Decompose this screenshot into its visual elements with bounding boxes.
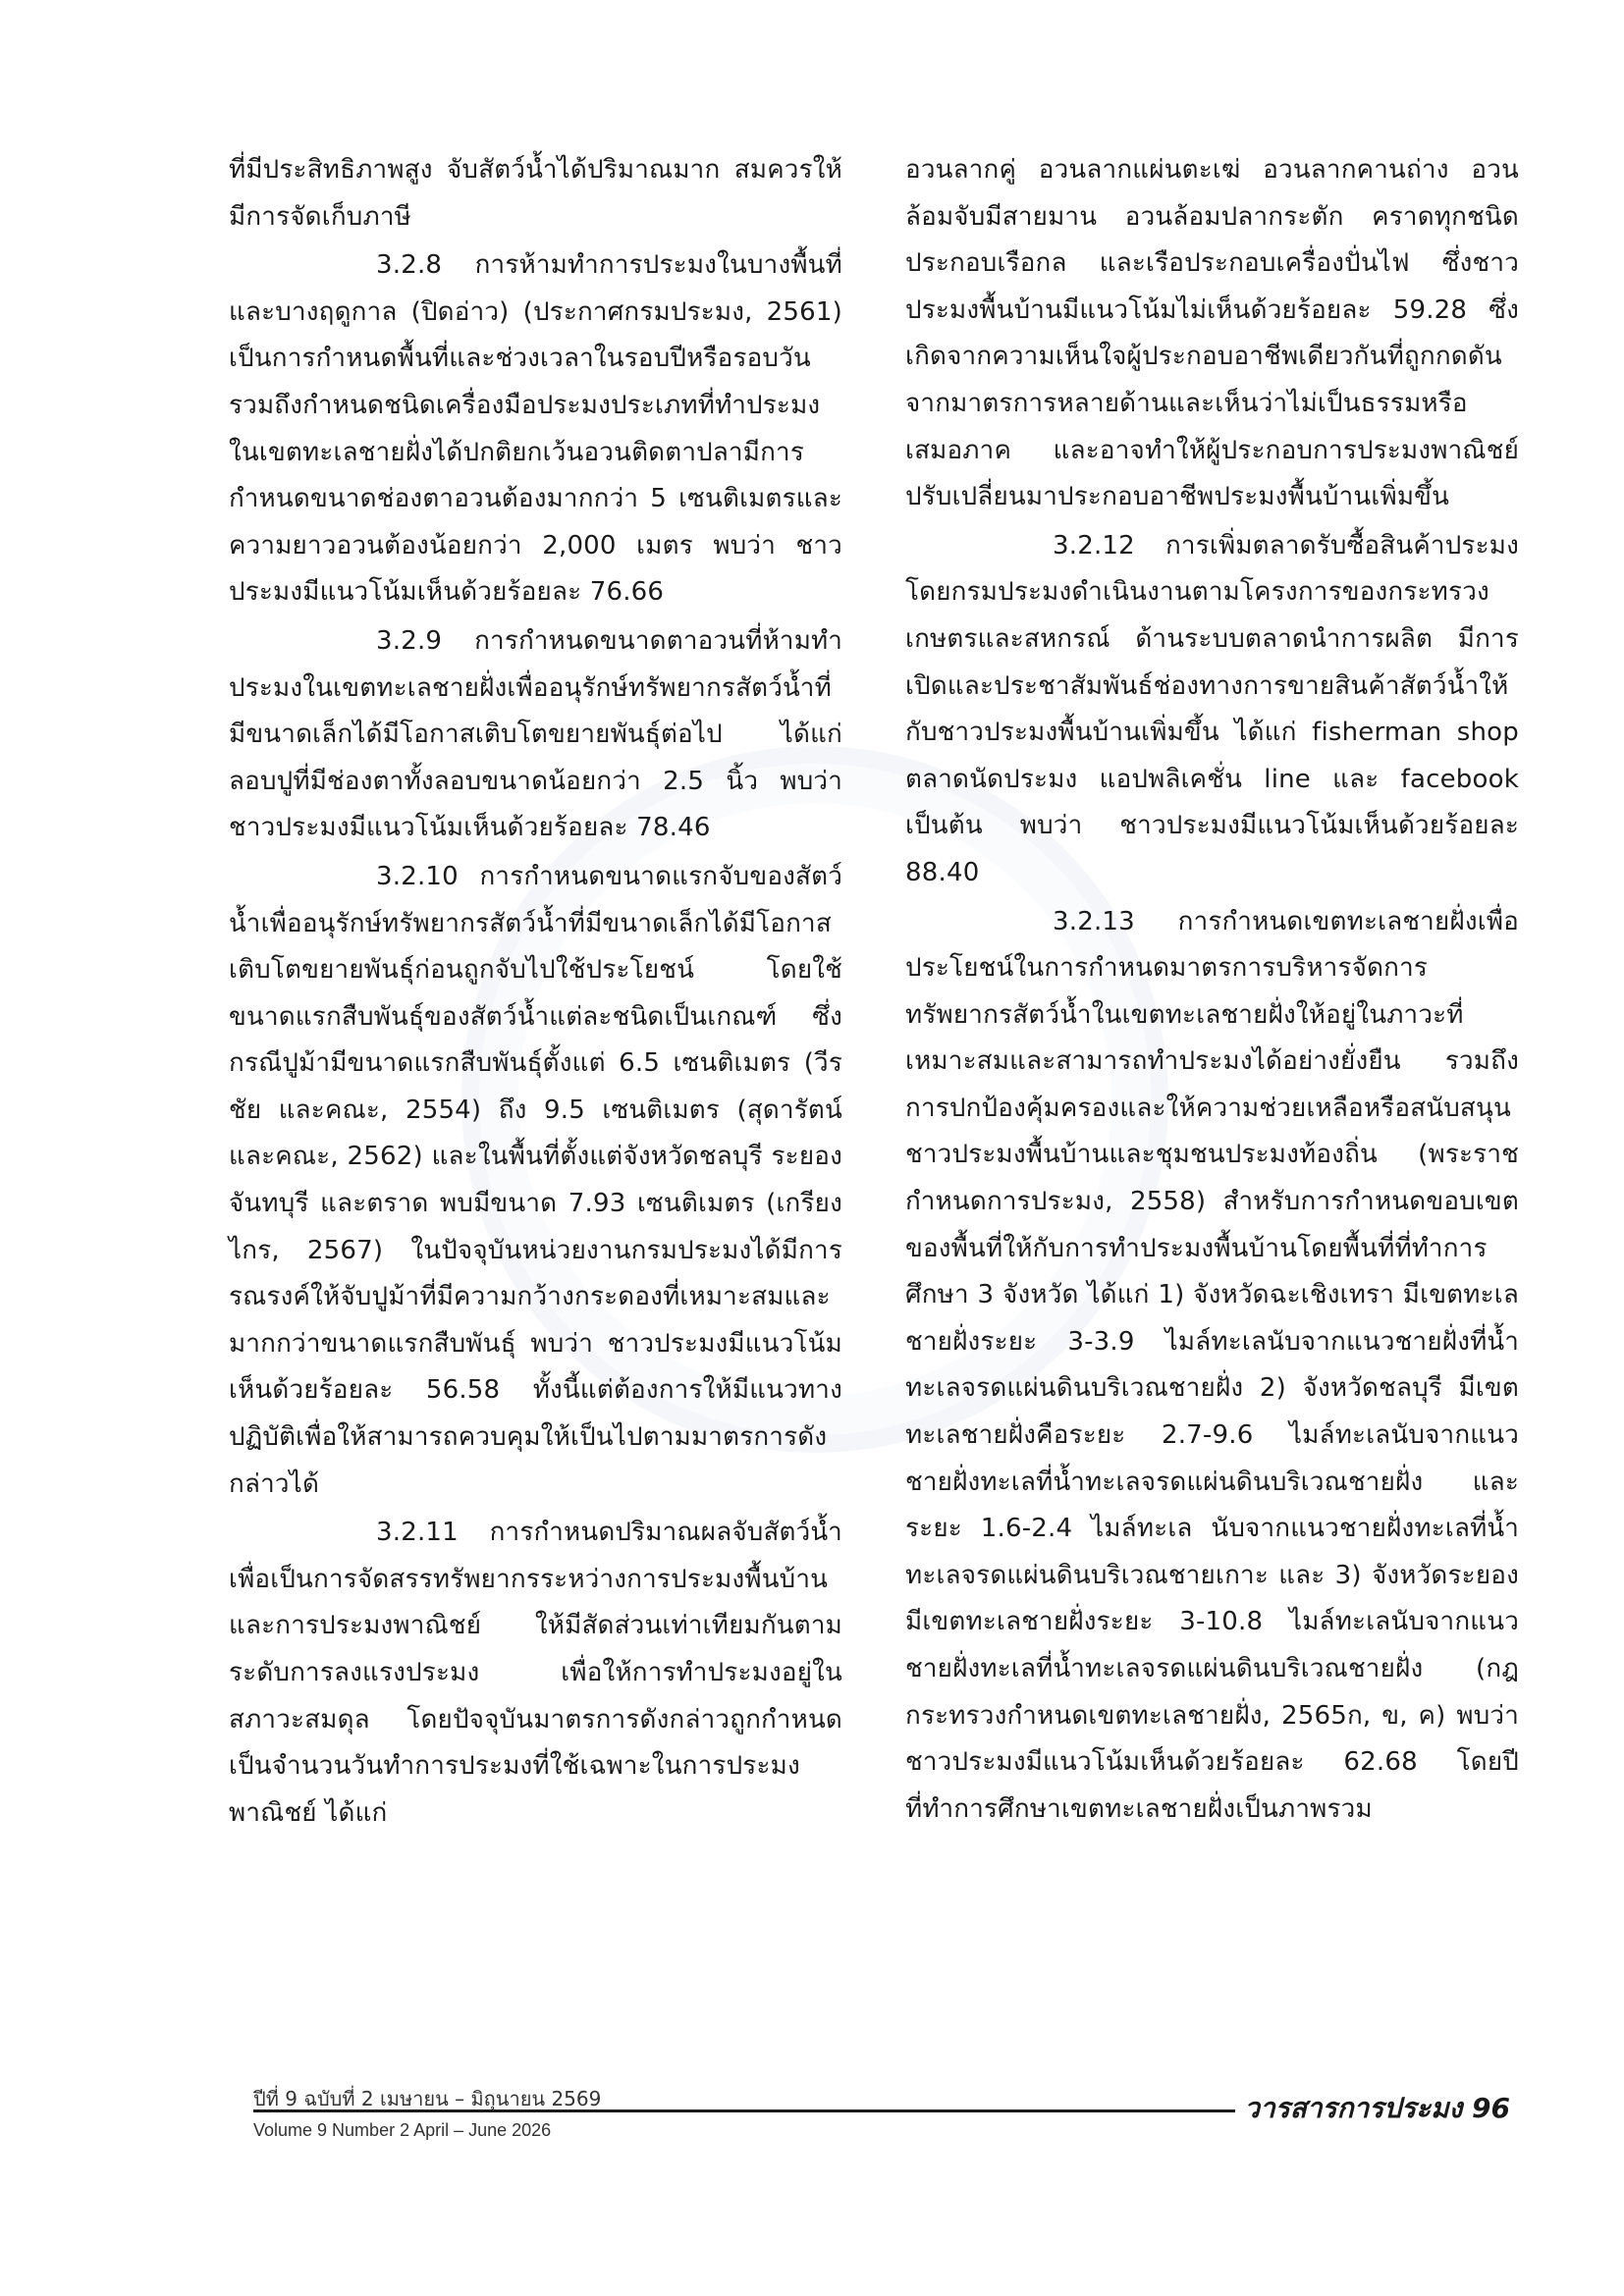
issue-info-thai: ปีที่ 9 ฉบับที่ 2 เมษายน – มิถุนายน 2569 [253,2087,602,2110]
paragraph-3-2-8: 3.2.8 การห้ามทำการประมงในบางพื้นที่และบางฤดูกาล (ปิดอ่าว) (ประกาศกรมประมง, 2561) เป็นการกำหนดพื้นที่และช่วงเวลาในรอบปีหรือรอบวัน รวมถึงกำหนดชนิดเครื่องมือประมงประเภทที่ทำประมงในเขตทะเลชายฝั่งได้ปกติยกเว้นอวนติดตาปลามีการกำหนดขนาดช่องตาอวนต้องมากกว่า 5 เซนติเมตรและความยาวอวนต้องน้อยกว่า 2,000 เมตร พบว่า ชาวประมงมีแนวโน้มเห็นด้วยร้อยละ 76.66 [229,250,842,608]
left-column [229,147,842,1837]
issue-info-english: Volume 9 Number 2 April – June 2026 [253,2120,552,2140]
paragraph: ที่มีประสิทธิภาพสูง จับสัตว์น้ำได้ปริมาณมาก สมควรให้มีการจัดเก็บภาษี [229,155,842,232]
paragraph-3-2-9: 3.2.9 การกำหนดขนาดตาอวนที่ห้ามทำประมงในเขตทะเลชายฝั่งเพื่ออนุรักษ์ทรัพยากรสัตว์น้ำที่มีขนาดเล็กได้มีโอกาสเติบโตขยายพันธุ์ต่อไป ได้แก่ ลอบปูที่มีช่องตาทั้งลอบขนาดน้อยกว่า 2.5 นิ้ว พบว่า ชาวประมงมีแนวโน้มเห็นด้วยร้อยละ 78.46 [229,625,842,843]
paragraph-3-2-13: 3.2.13 การกำหนดเขตทะเลชายฝั่งเพื่อประโยชน์ในการกำหนดมาตรการบริหารจัดการทรัพยากรสัตว์น้ำในเขตทะเลชายฝั่งให้อยู่ในภาวะที่เหมาะสมและสามารถทำประมงได้อย่างยั่งยืน รวมถึงการปกป้องคุ้มครองและให้ความช่วยเหลือหรือสนับสนุนชาวประมงพื้นบ้านและชุมชนประมงท้องถิ่น (พระราชกำหนดการประมง, 2558) สำหรับการกำหนดขอบเขตของพื้นที่ให้กับการทำประมงพื้นบ้านโดยพื้นที่ที่ทำการศึกษา 3 จังหวัด ได้แก่ 1) จังหวัดฉะเชิงเทรา มีเขตทะเลชายฝั่งระยะ 3-3.9 ไมล์ทะเลนับจากแนวชายฝั่งที่น้ำทะเลจรดแผ่นดินบริเวณชายฝั่ง 2) จังหวัดชลบุรี มีเขตทะเลชายฝั่งคือระยะ 2.7-9.6 ไมล์ทะเลนับจากแนวชายฝั่งทะเลที่น้ำทะเลจรดแผ่นดินบริเวณชายฝั่ง และระยะ 1.6-2.4 ไมล์ทะเล นับจากแนวชายฝั่งทะเลที่น้ำทะเลจรดแผ่นดินบริเวณชายเกาะ และ 3) จังหวัดระยอง มีเขตทะเลชายฝั่งระยะ 3-10.8 ไมล์ทะเลนับจากแนวชายฝั่งทะเลที่น้ำทะเลจรดแผ่นดินบริเวณชายฝั่ง (กฎกระทรวงกำหนดเขตทะเลชายฝั่ง, 2565ก, ข, ค) พบว่า ชาวประมงมีแนวโน้มเห็นด้วยร้อยละ 62.68 โดยปีที่ทำการศึกษาเขตทะเลชายฝั่งเป็นภาพรวม [905,906,1519,1824]
paragraph-3-2-10: 3.2.10 การกำหนดขนาดแรกจับของสัตว์น้ำเพื่ออนุรักษ์ทรัพยากรสัตว์น้ำที่มีขนาดเล็กได้มีโอกาสเติบโตขยายพันธุ์ก่อนถูกจับไปใช้ประโยชน์ โดยใช้ขนาดแรกสืบพันธุ์ของสัตว์น้ำแต่ละชนิดเป็นเกณฑ์ ซึ่งกรณีปูม้ามีขนาดแรกสืบพันธุ์ตั้งแต่ 6.5 เซนติเมตร (วีรชัย และคณะ, 2554) ถึง 9.5 เซนติเมตร (สุดารัตน์ และคณะ, 2562) และในพื้นที่ตั้งแต่จังหวัดชลบุรี ระยอง จันทบุรี และตราด พบมีขนาด 7.93 เซนติเมตร (เกรียงไกร, 2567) ในปัจจุบันหน่วยงานกรมประมงได้มีการรณรงค์ให้จับปูม้าที่มีความกว้างกระดองที่เหมาะสมและมากกว่าขนาดแรกสืบพันธุ์ พบว่า ชาวประมงมีแนวโน้มเห็นด้วยร้อยละ 56.58 ทั้งนี้แต่ต้องการให้มีแนวทางปฏิบัติเพื่อให้สามารถควบคุมให้เป็นไปตามมาตรการดังกล่าวได้ [229,861,842,1499]
paragraph-3-2-12: 3.2.12 การเพิ่มตลาดรับซื้อสินค้าประมง โดยกรมประมงดำเนินงานตามโครงการของกระทรวงเกษตรและสหกรณ์ ด้านระบบตลาดนำการผลิต มีการเปิดและประชาสัมพันธ์ช่องทางการขายสินค้าสัตว์น้ำให้กับชาวประมงพื้นบ้านเพิ่มขึ้น ได้แก่ fisherman shop ตลาดนัดประมง แอปพลิเคชั่น line และ facebook เป็นต้น พบว่า ชาวประมงมีแนวโน้มเห็นด้วยร้อยละ 88.40 [905,530,1519,887]
paragraph: อวนลากคู่ อวนลากแผ่นตะเฆ่ อวนลากคานถ่าง อวนล้อมจับมีสายมาน อวนล้อมปลากระตัก คราดทุกชนิดประกอบเรือกล และเรือประกอบเครื่องปั่นไฟ ซึ่งชาวประมงพื้นบ้านมีแนวโน้มไม่เห็นด้วยร้อยละ 59.28 ซึ่งเกิดจากความเห็นใจผู้ประกอบอาชีพเดียวกันที่ถูกกดดันจากมาตรการหลายด้านและเห็นว่าไม่เป็นธรรมหรือเสมอภาค และอาจทำให้ผู้ประกอบการประมงพาณิชย์ปรับเปลี่ยนมาประกอบอาชีพประมงพื้นบ้านเพิ่มขึ้น [905,155,1519,512]
paragraph-3-2-11: 3.2.11 การกำหนดปริมาณผลจับสัตว์น้ำเพื่อเป็นการจัดสรรทรัพยากรระหว่างการประมงพื้นบ้านและการประมงพาณิชย์ ให้มีสัดส่วนเท่าเทียมกันตามระดับการลงแรงประมง เพื่อให้การทำประมงอยู่ในสภาวะสมดุล โดยปัจจุบันมาตรการดังกล่าวถูกกำหนดเป็นจำนวนวันทำการประมงที่ใช้เฉพาะในการประมงพาณิชย์ ได้แก่ [229,1518,842,1828]
journal-title-page-number: วารสารการประมง 96 [1244,2092,1510,2124]
page-footer [253,2079,1510,2158]
right-column [905,147,1519,1833]
